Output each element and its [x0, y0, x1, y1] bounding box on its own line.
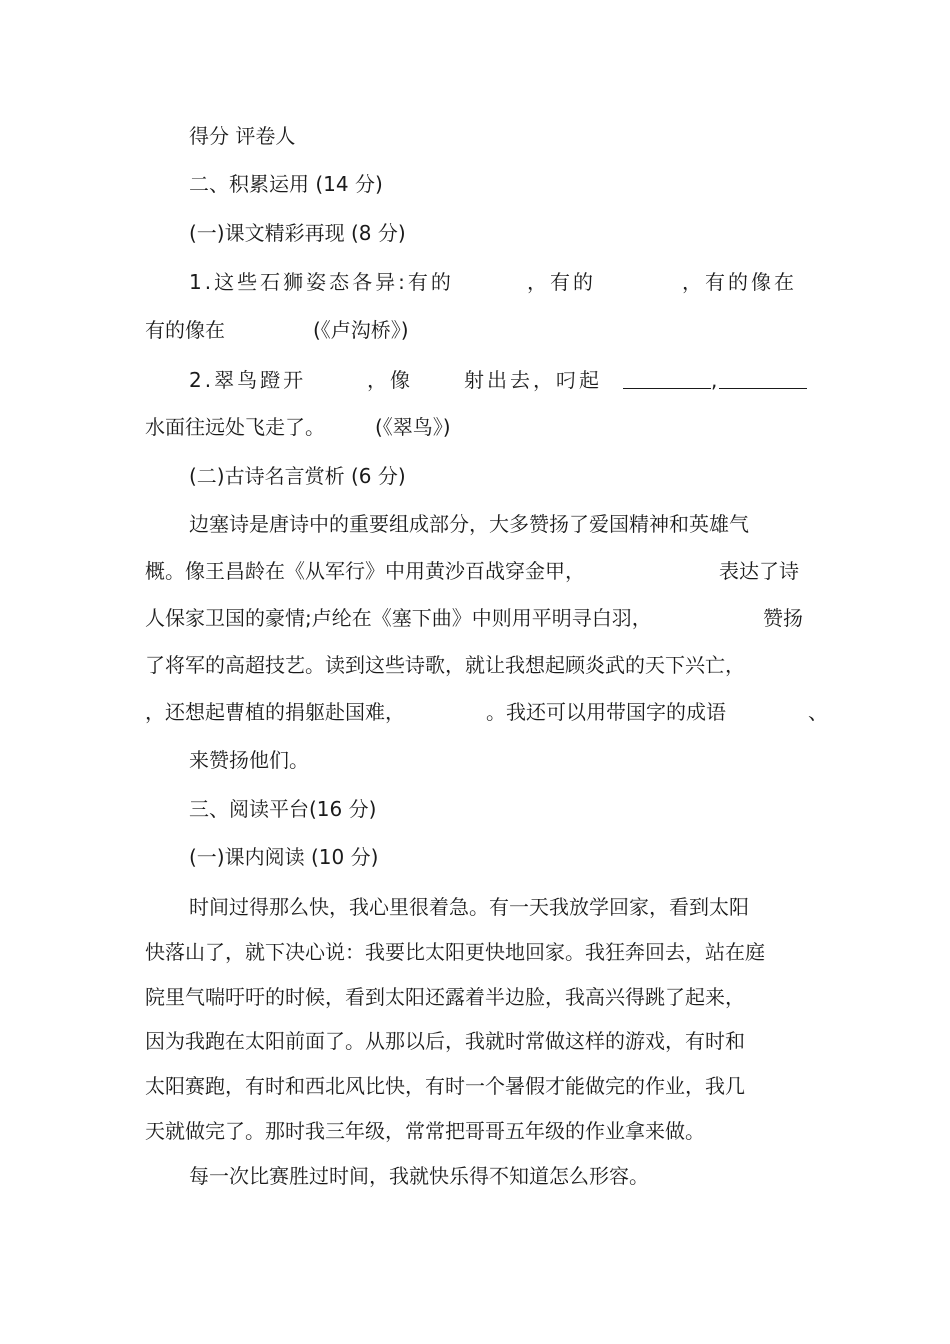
- poetry-line-5a: ，还想起曹植的捐躯赴国难，: [145, 700, 405, 724]
- poetry-line-5c: 、: [808, 700, 828, 724]
- q1-source: (《卢沟桥》): [313, 318, 409, 342]
- passage-line-4: 因为我跑在太阳前面了。从那以后，我就时常做这样的游戏，有时和: [145, 1029, 745, 1053]
- q1-text-a: 1.这些石狮姿态各异:有的: [189, 270, 454, 294]
- poetry-line-2b: 表达了诗: [719, 559, 799, 583]
- poetry-line-3a: 人保家卫国的豪情;卢纶在《塞下曲》中则用平明寻白羽，: [145, 606, 652, 630]
- poetry-line-5b: 。我还可以用带国字的成语: [486, 700, 726, 724]
- q2-text-a: 2.翠鸟蹬开: [189, 368, 307, 392]
- section2-part1-title: (一)课文精彩再现 (8 分): [189, 221, 406, 245]
- q1-text-d: 有的像在: [145, 318, 225, 342]
- q2-blank-2[interactable]: [719, 370, 807, 389]
- section2-part2-title: (二)古诗名言赏析 (6 分): [189, 464, 406, 488]
- score-header: 得分 评卷人: [189, 124, 296, 148]
- passage-line-1: 时间过得那么快，我心里很着急。有一天我放学回家，看到太阳: [189, 895, 749, 919]
- q2-source: (《翠鸟》): [375, 415, 451, 439]
- passage-line-5: 太阳赛跑，有时和西北风比快，有时一个暑假才能做完的作业，我几: [145, 1074, 745, 1098]
- section3-part1-title: (一)课内阅读 (10 分): [189, 845, 379, 869]
- q2-blank-1[interactable]: [623, 370, 711, 389]
- passage-line-2: 快落山了，就下决心说：我要比太阳更快地回家。我狂奔回去，站在庭: [145, 940, 765, 964]
- q1-text-c: ，有的像在: [682, 270, 797, 294]
- passage-line-7: 每一次比赛胜过时间，我就快乐得不知道怎么形容。: [189, 1164, 649, 1188]
- passage-line-3: 院里气喘吁吁的时候，看到太阳还露着半边脸，我高兴得跳了起来，: [145, 985, 745, 1009]
- q2-comma: ,: [711, 368, 718, 392]
- q2-text-c: 射出去，叼起: [464, 368, 602, 392]
- poetry-line-6: 来赞扬他们。: [189, 748, 309, 772]
- poetry-line-2a: 概。像王昌龄在《从军行》中用黄沙百战穿金甲，: [145, 559, 585, 583]
- section2-title: 二、积累运用 (14 分): [189, 172, 383, 196]
- section3-title: 三、阅读平台(16 分): [189, 797, 377, 821]
- q2-text-b: ，像: [367, 368, 413, 392]
- poetry-line-3b: 赞扬: [763, 606, 803, 630]
- poetry-line-4: 了将军的高超技艺。读到这些诗歌，就让我想起顾炎武的天下兴亡，: [145, 653, 745, 677]
- poetry-line-1: 边塞诗是唐诗中的重要组成部分，大多赞扬了爱国精神和英雄气: [189, 512, 749, 536]
- q1-text-b: ，有的: [527, 270, 596, 294]
- passage-line-6: 天就做完了。那时我三年级，常常把哥哥五年级的作业拿来做。: [145, 1119, 705, 1143]
- q2-text-d: 水面往远处飞走了。: [145, 415, 325, 439]
